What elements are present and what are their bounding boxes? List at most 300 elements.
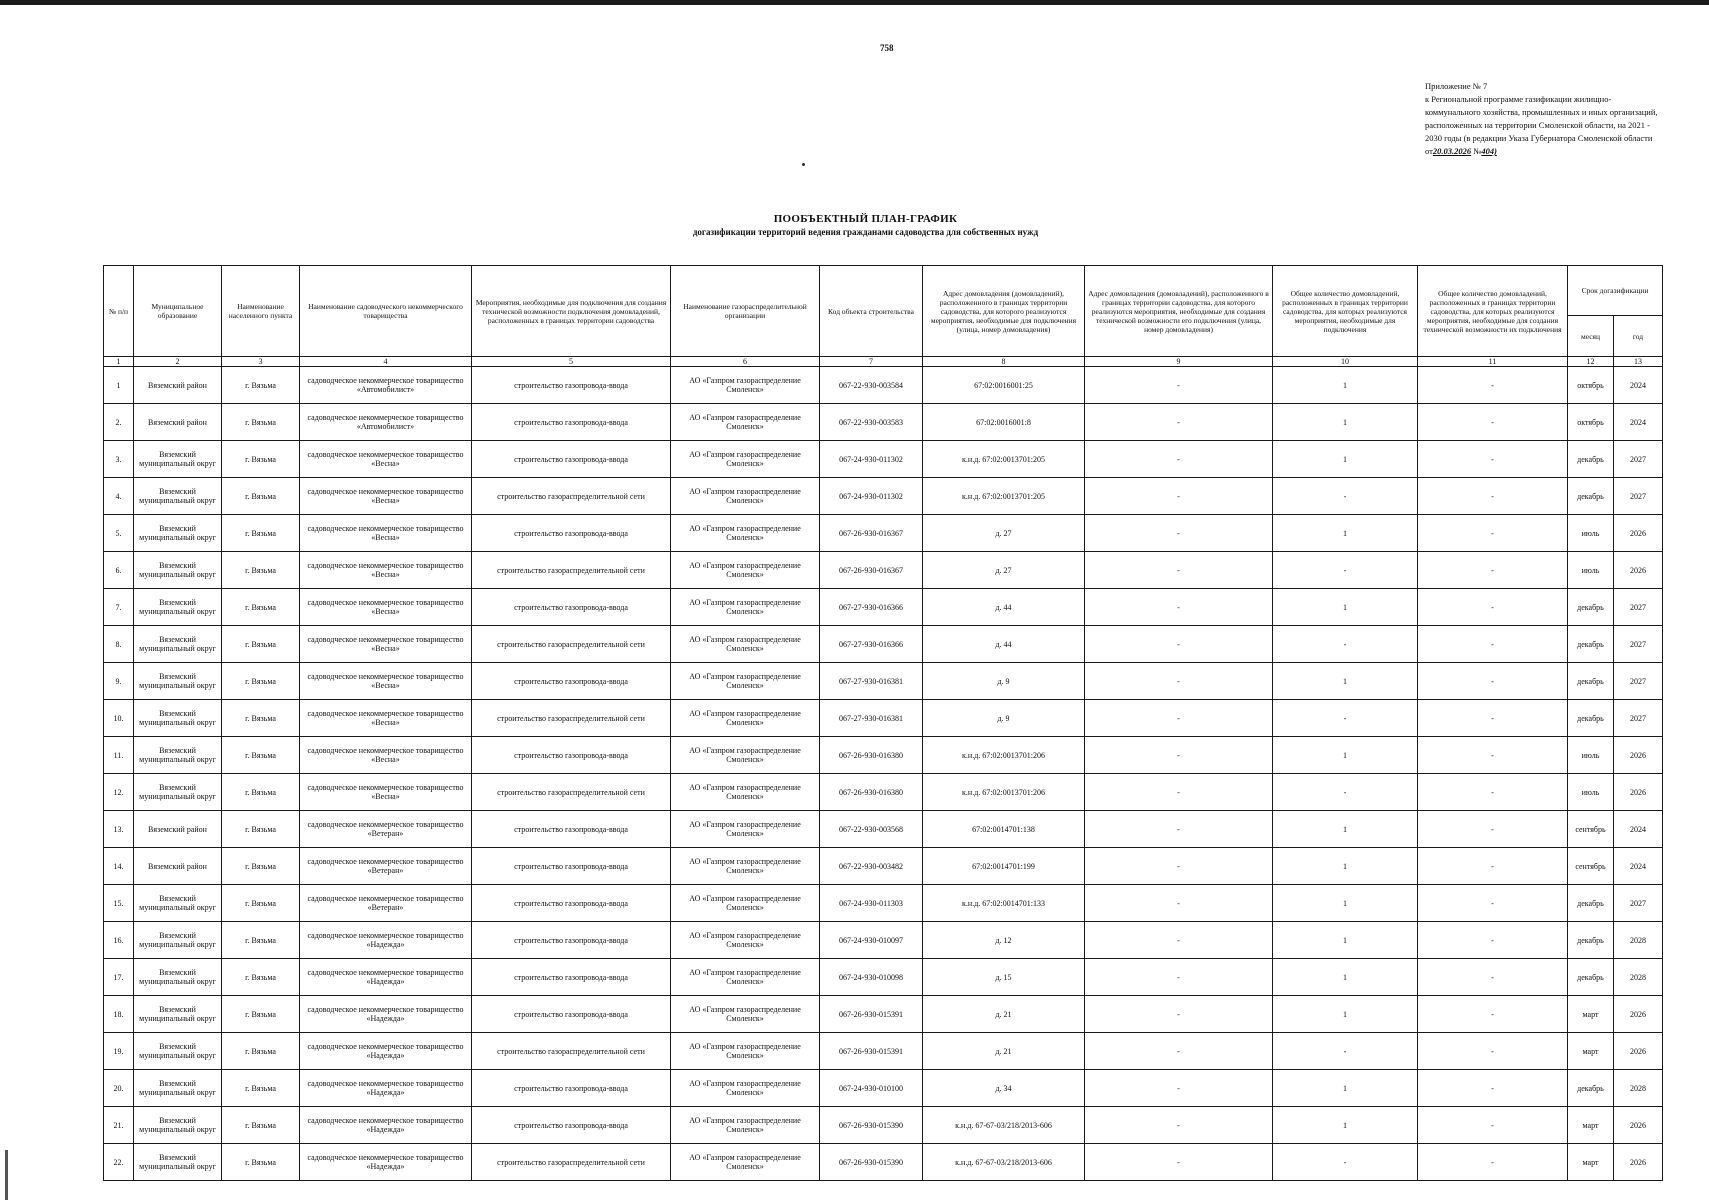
cell-count-realized: - — [1273, 552, 1418, 589]
cell-year: 2027 — [1614, 626, 1663, 663]
cell-address-capacity: - — [1085, 552, 1273, 589]
cell-year: 2027 — [1614, 700, 1663, 737]
cell-organization: АО «Газпром газораспределение Смоленск» — [671, 441, 820, 478]
table-row — [104, 774, 1663, 811]
cell-address-capacity: - — [1085, 1070, 1273, 1107]
cell-organization: АО «Газпром газораспределение Смоленск» — [671, 515, 820, 552]
cell-measure: строительство газораспределительной сети — [472, 626, 671, 663]
cell-address-realized: к.н.д. 67:02:0013701:206 — [923, 737, 1085, 774]
top-border — [0, 0, 1709, 5]
header-month: месяц — [1568, 316, 1614, 357]
cell-locality: г. Вязьма — [222, 367, 300, 404]
cell-row-number: 2. — [104, 404, 134, 441]
table-row — [104, 811, 1663, 848]
cell-year: 2026 — [1614, 996, 1663, 1033]
cell-locality: г. Вязьма — [222, 589, 300, 626]
cell-object-code: 067-24-930-010100 — [820, 1070, 923, 1107]
cell-measure: строительство газопровода-ввода — [472, 663, 671, 700]
cell-count-realized: 1 — [1273, 885, 1418, 922]
cell-municipality: Вяземский муниципальный округ — [134, 700, 222, 737]
cell-month: декабрь — [1568, 441, 1614, 478]
cell-count-realized: 1 — [1273, 811, 1418, 848]
header-num: № п/п — [104, 266, 134, 357]
header-locality: Наименование населенного пункта — [222, 266, 300, 357]
cell-month: сентябрь — [1568, 848, 1614, 885]
cell-month: декабрь — [1568, 1070, 1614, 1107]
appendix-date-value: 20.03.2026 — [1432, 146, 1472, 156]
scan-edge-mark — [5, 1150, 8, 1200]
cell-object-code: 067-26-930-015390 — [820, 1107, 923, 1144]
header-organization: Наименование газораспределительной организации — [671, 266, 820, 357]
table-row — [104, 663, 1663, 700]
column-number: 7 — [820, 357, 923, 367]
cell-month: декабрь — [1568, 626, 1614, 663]
cell-measure: строительство газораспределительной сети — [472, 478, 671, 515]
cell-municipality: Вяземский муниципальный округ — [134, 441, 222, 478]
cell-year: 2024 — [1614, 811, 1663, 848]
cell-organization: АО «Газпром газораспределение Смоленск» — [671, 663, 820, 700]
cell-organization: АО «Газпром газораспределение Смоленск» — [671, 885, 820, 922]
cell-row-number: 15. — [104, 885, 134, 922]
cell-organization: АО «Газпром газораспределение Смоленск» — [671, 1033, 820, 1070]
cell-count-capacity: - — [1418, 404, 1568, 441]
cell-address-realized: к.н.д. 67:02:0014701:133 — [923, 885, 1085, 922]
cell-organization: АО «Газпром газораспределение Смоленск» — [671, 737, 820, 774]
cell-organization: АО «Газпром газораспределение Смоленск» — [671, 626, 820, 663]
cell-measure: строительство газопровода-ввода — [472, 367, 671, 404]
cell-municipality: Вяземский муниципальный округ — [134, 774, 222, 811]
cell-municipality: Вяземский муниципальный округ — [134, 996, 222, 1033]
appendix-date-prefix: от — [1425, 146, 1433, 156]
cell-count-realized: - — [1273, 1144, 1418, 1181]
cell-partnership: садоводческое некоммерческое товарищество «Надежда» — [300, 959, 472, 996]
cell-organization: АО «Газпром газораспределение Смоленск» — [671, 811, 820, 848]
cell-count-realized: 1 — [1273, 404, 1418, 441]
cell-count-realized: 1 — [1273, 848, 1418, 885]
header-measures: Мероприятия, необходимые для подключения для создания технической возможности подключения домовладений, расположенных в границах территории садоводства — [472, 266, 671, 357]
cell-address-realized: д. 27 — [923, 515, 1085, 552]
table-row — [104, 589, 1663, 626]
cell-measure: строительство газопровода-ввода — [472, 922, 671, 959]
cell-organization: АО «Газпром газораспределение Смоленск» — [671, 700, 820, 737]
cell-address-capacity: - — [1085, 1144, 1273, 1181]
title-block — [0, 213, 1709, 237]
cell-measure: строительство газораспределительной сети — [472, 1033, 671, 1070]
cell-organization: АО «Газпром газораспределение Смоленск» — [671, 1144, 820, 1181]
cell-row-number: 7. — [104, 589, 134, 626]
table-row — [104, 1144, 1663, 1181]
cell-month: декабрь — [1568, 478, 1614, 515]
appendix-number-value: 404) — [1481, 146, 1497, 156]
document-subtitle: догазификации территорий ведения гражданами садоводства для собственных нужд — [692, 227, 1039, 237]
cell-count-capacity: - — [1418, 552, 1568, 589]
cell-month: декабрь — [1568, 700, 1614, 737]
table-row — [104, 626, 1663, 663]
cell-count-capacity: - — [1418, 367, 1568, 404]
cell-count-capacity: - — [1418, 515, 1568, 552]
cell-address-capacity: - — [1085, 848, 1273, 885]
cell-organization: АО «Газпром газораспределение Смоленск» — [671, 848, 820, 885]
cell-count-capacity: - — [1418, 1033, 1568, 1070]
cell-object-code: 067-27-930-016381 — [820, 663, 923, 700]
cell-partnership: садоводческое некоммерческое товарищество «Весна» — [300, 700, 472, 737]
cell-count-realized: 1 — [1273, 1107, 1418, 1144]
cell-organization: АО «Газпром газораспределение Смоленск» — [671, 589, 820, 626]
cell-count-realized: 1 — [1273, 367, 1418, 404]
cell-object-code: 067-22-930-003568 — [820, 811, 923, 848]
cell-address-capacity: - — [1085, 700, 1273, 737]
cell-organization: АО «Газпром газораспределение Смоленск» — [671, 478, 820, 515]
column-number: 10 — [1273, 357, 1418, 367]
cell-count-realized: 1 — [1273, 959, 1418, 996]
cell-count-realized: - — [1273, 626, 1418, 663]
cell-municipality: Вяземский муниципальный округ — [134, 663, 222, 700]
cell-municipality: Вяземский район — [134, 848, 222, 885]
cell-municipality: Вяземский район — [134, 811, 222, 848]
table-row — [104, 1070, 1663, 1107]
cell-month: октябрь — [1568, 367, 1614, 404]
cell-count-capacity: - — [1418, 774, 1568, 811]
cell-object-code: 067-26-930-015391 — [820, 1033, 923, 1070]
cell-object-code: 067-26-930-016367 — [820, 552, 923, 589]
cell-year: 2026 — [1614, 737, 1663, 774]
cell-locality: г. Вязьма — [222, 700, 300, 737]
cell-object-code: 067-24-930-011302 — [820, 441, 923, 478]
cell-row-number: 20. — [104, 1070, 134, 1107]
cell-measure: строительство газопровода-ввода — [472, 1070, 671, 1107]
cell-address-realized: к.н.д. 67:02:0013701:205 — [923, 441, 1085, 478]
cell-count-realized: 1 — [1273, 441, 1418, 478]
cell-count-realized: - — [1273, 478, 1418, 515]
cell-row-number: 1 — [104, 367, 134, 404]
cell-month: декабрь — [1568, 959, 1614, 996]
cell-locality: г. Вязьма — [222, 885, 300, 922]
scan-dot — [802, 163, 805, 166]
cell-organization: АО «Газпром газораспределение Смоленск» — [671, 922, 820, 959]
cell-object-code: 067-24-930-010097 — [820, 922, 923, 959]
cell-year: 2026 — [1614, 1144, 1663, 1181]
cell-address-capacity: - — [1085, 885, 1273, 922]
cell-year: 2028 — [1614, 959, 1663, 996]
cell-count-realized: 1 — [1273, 589, 1418, 626]
cell-count-capacity: - — [1418, 441, 1568, 478]
cell-address-realized: к.н.д. 67-67-03/218/2013-606 — [923, 1144, 1085, 1181]
cell-organization: АО «Газпром газораспределение Смоленск» — [671, 404, 820, 441]
cell-row-number: 12. — [104, 774, 134, 811]
cell-partnership: садоводческое некоммерческое товарищество «Весна» — [300, 774, 472, 811]
cell-month: июль — [1568, 515, 1614, 552]
cell-municipality: Вяземский муниципальный округ — [134, 885, 222, 922]
cell-organization: АО «Газпром газораспределение Смоленск» — [671, 1107, 820, 1144]
cell-locality: г. Вязьма — [222, 478, 300, 515]
cell-address-realized: к.н.д. 67:02:0013701:205 — [923, 478, 1085, 515]
cell-municipality: Вяземский муниципальный округ — [134, 1033, 222, 1070]
cell-measure: строительство газопровода-ввода — [472, 996, 671, 1033]
table-row — [104, 885, 1663, 922]
cell-address-realized: д. 9 — [923, 700, 1085, 737]
cell-count-capacity: - — [1418, 663, 1568, 700]
cell-count-realized: 1 — [1273, 663, 1418, 700]
cell-locality: г. Вязьма — [222, 552, 300, 589]
cell-partnership: садоводческое некоммерческое товарищество «Весна» — [300, 441, 472, 478]
cell-measure: строительство газораспределительной сети — [472, 700, 671, 737]
cell-locality: г. Вязьма — [222, 737, 300, 774]
cell-locality: г. Вязьма — [222, 922, 300, 959]
cell-organization: АО «Газпром газораспределение Смоленск» — [671, 552, 820, 589]
cell-address-realized: д. 44 — [923, 626, 1085, 663]
cell-month: март — [1568, 1033, 1614, 1070]
table-row — [104, 700, 1663, 737]
cell-row-number: 8. — [104, 626, 134, 663]
table-row — [104, 515, 1663, 552]
cell-month: март — [1568, 996, 1614, 1033]
cell-locality: г. Вязьма — [222, 1033, 300, 1070]
cell-municipality: Вяземский муниципальный округ — [134, 478, 222, 515]
header-partnership: Наименование садоводческого некоммерческого товарищества — [300, 266, 472, 357]
cell-month: июль — [1568, 737, 1614, 774]
cell-locality: г. Вязьма — [222, 811, 300, 848]
cell-count-capacity: - — [1418, 737, 1568, 774]
cell-locality: г. Вязьма — [222, 1107, 300, 1144]
cell-month: октябрь — [1568, 404, 1614, 441]
table-row — [104, 1033, 1663, 1070]
cell-count-realized: - — [1273, 700, 1418, 737]
cell-year: 2026 — [1614, 774, 1663, 811]
cell-object-code: 067-22-930-003583 — [820, 404, 923, 441]
table-row — [104, 404, 1663, 441]
column-number: 11 — [1418, 357, 1568, 367]
cell-measure: строительство газопровода-ввода — [472, 959, 671, 996]
cell-year: 2024 — [1614, 367, 1663, 404]
cell-partnership: садоводческое некоммерческое товарищество «Весна» — [300, 515, 472, 552]
cell-count-capacity: - — [1418, 848, 1568, 885]
cell-month: декабрь — [1568, 885, 1614, 922]
cell-object-code: 067-26-930-016367 — [820, 515, 923, 552]
cell-row-number: 10. — [104, 700, 134, 737]
cell-locality: г. Вязьма — [222, 404, 300, 441]
cell-count-capacity: - — [1418, 1107, 1568, 1144]
cell-object-code: 067-24-930-010098 — [820, 959, 923, 996]
cell-measure: строительство газопровода-ввода — [472, 441, 671, 478]
cell-partnership: садоводческое некоммерческое товарищество «Надежда» — [300, 996, 472, 1033]
cell-count-capacity: - — [1418, 478, 1568, 515]
cell-address-capacity: - — [1085, 515, 1273, 552]
column-number-row — [104, 357, 1663, 367]
cell-count-realized: 1 — [1273, 996, 1418, 1033]
cell-object-code: 067-22-930-003482 — [820, 848, 923, 885]
column-number: 9 — [1085, 357, 1273, 367]
cell-partnership: садоводческое некоммерческое товарищество «Ветеран» — [300, 885, 472, 922]
table-row — [104, 996, 1663, 1033]
table-row — [104, 441, 1663, 478]
cell-year: 2026 — [1614, 552, 1663, 589]
cell-row-number: 21. — [104, 1107, 134, 1144]
cell-municipality: Вяземский муниципальный округ — [134, 626, 222, 663]
cell-partnership: садоводческое некоммерческое товарищество «Автомобилист» — [300, 404, 472, 441]
cell-count-capacity: - — [1418, 626, 1568, 663]
cell-row-number: 19. — [104, 1033, 134, 1070]
cell-address-realized: 67:02:0014701:138 — [923, 811, 1085, 848]
cell-year: 2024 — [1614, 404, 1663, 441]
appendix-date-line — [1425, 145, 1665, 158]
table-row — [104, 737, 1663, 774]
cell-measure: строительство газораспределительной сети — [472, 1144, 671, 1181]
cell-year: 2027 — [1614, 441, 1663, 478]
cell-year: 2027 — [1614, 589, 1663, 626]
cell-organization: АО «Газпром газораспределение Смоленск» — [671, 774, 820, 811]
table-row — [104, 552, 1663, 589]
table-row — [104, 1107, 1663, 1144]
cell-address-capacity: - — [1085, 774, 1273, 811]
table-row — [104, 478, 1663, 515]
cell-measure: строительство газопровода-ввода — [472, 848, 671, 885]
header-municipality: Муниципальное образование — [134, 266, 222, 357]
cell-month: июль — [1568, 774, 1614, 811]
cell-row-number: 14. — [104, 848, 134, 885]
cell-count-realized: 1 — [1273, 737, 1418, 774]
cell-count-capacity: - — [1418, 700, 1568, 737]
cell-municipality: Вяземский муниципальный округ — [134, 1144, 222, 1181]
cell-partnership: садоводческое некоммерческое товарищество «Ветеран» — [300, 848, 472, 885]
cell-municipality: Вяземский муниципальный округ — [134, 1070, 222, 1107]
cell-measure: строительство газопровода-ввода — [472, 811, 671, 848]
cell-row-number: 18. — [104, 996, 134, 1033]
cell-locality: г. Вязьма — [222, 626, 300, 663]
cell-row-number: 9. — [104, 663, 134, 700]
cell-address-realized: д. 12 — [923, 922, 1085, 959]
cell-address-capacity: - — [1085, 996, 1273, 1033]
cell-address-capacity: - — [1085, 478, 1273, 515]
cell-address-realized: 67:02:0014701:199 — [923, 848, 1085, 885]
cell-year: 2028 — [1614, 922, 1663, 959]
cell-object-code: 067-26-930-016380 — [820, 774, 923, 811]
cell-municipality: Вяземский муниципальный округ — [134, 959, 222, 996]
cell-address-realized: д. 27 — [923, 552, 1085, 589]
cell-partnership: садоводческое некоммерческое товарищество «Ветеран» — [300, 811, 472, 848]
cell-address-capacity: - — [1085, 404, 1273, 441]
cell-row-number: 6. — [104, 552, 134, 589]
appendix-text: к Региональной программе газификации жилищно-коммунального хозяйства, промышленных и иных организаций, расположенных на территории Смоленской области, на 2021 - 2030 годы (в редакции Указа Губернатора Смоленской области — [1425, 94, 1658, 143]
cell-count-realized: - — [1273, 1033, 1418, 1070]
cell-address-realized: д. 34 — [923, 1070, 1085, 1107]
table-row — [104, 922, 1663, 959]
cell-count-capacity: - — [1418, 589, 1568, 626]
cell-address-capacity: - — [1085, 367, 1273, 404]
cell-object-code: 067-22-930-003584 — [820, 367, 923, 404]
cell-measure: строительство газораспределительной сети — [472, 774, 671, 811]
cell-year: 2028 — [1614, 1070, 1663, 1107]
cell-partnership: садоводческое некоммерческое товарищество «Надежда» — [300, 1144, 472, 1181]
cell-organization: АО «Газпром газораспределение Смоленск» — [671, 1070, 820, 1107]
cell-year: 2027 — [1614, 663, 1663, 700]
cell-row-number: 16. — [104, 922, 134, 959]
cell-year: 2027 — [1614, 478, 1663, 515]
cell-object-code: 067-24-930-011302 — [820, 478, 923, 515]
cell-address-capacity: - — [1085, 1107, 1273, 1144]
cell-count-realized: - — [1273, 774, 1418, 811]
cell-address-realized: 67:02:0016001:8 — [923, 404, 1085, 441]
plan-table — [103, 265, 1663, 1181]
cell-locality: г. Вязьма — [222, 1144, 300, 1181]
cell-locality: г. Вязьма — [222, 848, 300, 885]
cell-locality: г. Вязьма — [222, 959, 300, 996]
cell-municipality: Вяземский муниципальный округ — [134, 589, 222, 626]
cell-month: сентябрь — [1568, 811, 1614, 848]
cell-municipality: Вяземский район — [134, 367, 222, 404]
cell-count-realized: 1 — [1273, 1070, 1418, 1107]
cell-address-realized: к.н.д. 67-67-03/218/2013-606 — [923, 1107, 1085, 1144]
cell-partnership: садоводческое некоммерческое товарищество «Надежда» — [300, 1033, 472, 1070]
cell-object-code: 067-27-930-016366 — [820, 626, 923, 663]
cell-row-number: 4. — [104, 478, 134, 515]
cell-address-capacity: - — [1085, 626, 1273, 663]
header-deadline: Срок догазификации — [1568, 266, 1663, 316]
cell-address-realized: д. 9 — [923, 663, 1085, 700]
cell-row-number: 5. — [104, 515, 134, 552]
cell-address-capacity: - — [1085, 737, 1273, 774]
column-number: 8 — [923, 357, 1085, 367]
cell-municipality: Вяземский муниципальный округ — [134, 552, 222, 589]
column-number: 6 — [671, 357, 820, 367]
cell-count-capacity: - — [1418, 811, 1568, 848]
cell-row-number: 17. — [104, 959, 134, 996]
cell-month: март — [1568, 1107, 1614, 1144]
plan-table-body — [104, 357, 1663, 1181]
cell-municipality: Вяземский муниципальный округ — [134, 1107, 222, 1144]
cell-partnership: садоводческое некоммерческое товарищество «Весна» — [300, 663, 472, 700]
cell-address-capacity: - — [1085, 811, 1273, 848]
cell-year: 2026 — [1614, 1033, 1663, 1070]
cell-address-realized: д. 44 — [923, 589, 1085, 626]
cell-partnership: садоводческое некоммерческое товарищество «Автомобилист» — [300, 367, 472, 404]
cell-address-capacity: - — [1085, 922, 1273, 959]
cell-measure: строительство газопровода-ввода — [472, 1107, 671, 1144]
column-number: 3 — [222, 357, 300, 367]
cell-address-capacity: - — [1085, 441, 1273, 478]
cell-month: июль — [1568, 552, 1614, 589]
cell-object-code: 067-26-930-015390 — [820, 1144, 923, 1181]
cell-measure: строительство газопровода-ввода — [472, 404, 671, 441]
table-row — [104, 959, 1663, 996]
column-number: 2 — [134, 357, 222, 367]
cell-row-number: 3. — [104, 441, 134, 478]
appendix-number-prefix: № — [1473, 146, 1482, 156]
cell-partnership: садоводческое некоммерческое товарищество «Весна» — [300, 478, 472, 515]
cell-locality: г. Вязьма — [222, 996, 300, 1033]
cell-count-capacity: - — [1418, 996, 1568, 1033]
cell-count-capacity: - — [1418, 922, 1568, 959]
cell-partnership: садоводческое некоммерческое товарищество «Надежда» — [300, 1107, 472, 1144]
cell-object-code: 067-26-930-016380 — [820, 737, 923, 774]
cell-locality: г. Вязьма — [222, 515, 300, 552]
cell-address-realized: д. 21 — [923, 996, 1085, 1033]
cell-organization: АО «Газпром газораспределение Смоленск» — [671, 367, 820, 404]
cell-measure: строительство газопровода-ввода — [472, 589, 671, 626]
cell-municipality: Вяземский район — [134, 404, 222, 441]
cell-object-code: 067-27-930-016366 — [820, 589, 923, 626]
cell-object-code: 067-27-930-016381 — [820, 700, 923, 737]
cell-partnership: садоводческое некоммерческое товарищество «Весна» — [300, 589, 472, 626]
cell-count-capacity: - — [1418, 1070, 1568, 1107]
cell-partnership: садоводческое некоммерческое товарищество «Весна» — [300, 552, 472, 589]
column-number: 12 — [1568, 357, 1614, 367]
cell-measure: строительство газопровода-ввода — [472, 737, 671, 774]
cell-partnership: садоводческое некоммерческое товарищество «Надежда» — [300, 922, 472, 959]
cell-municipality: Вяземский муниципальный округ — [134, 737, 222, 774]
cell-year: 2024 — [1614, 848, 1663, 885]
cell-organization: АО «Газпром газораспределение Смоленск» — [671, 959, 820, 996]
cell-count-capacity: - — [1418, 959, 1568, 996]
